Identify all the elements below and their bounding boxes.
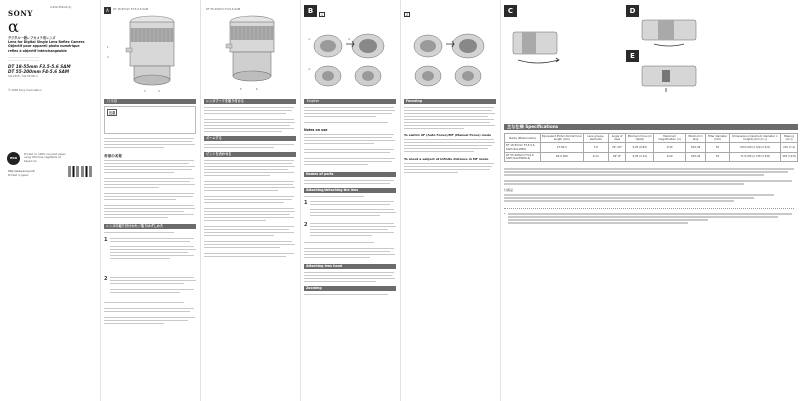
specs-cell: f/22-36 xyxy=(686,143,706,152)
specs-col-header: Maximum magnification (×) xyxy=(654,134,686,143)
hood-heading-en xyxy=(304,264,396,269)
specs-col-header: Minimum f-stop xyxy=(686,134,706,143)
brand-logo: SONY xyxy=(8,9,33,18)
specs-col-header: Name (Model name) xyxy=(505,134,541,143)
callout: 4 xyxy=(158,90,160,93)
specs-cell: 29°-8° xyxy=(608,152,626,161)
japanese-col-2 xyxy=(200,0,300,401)
specs-cell: 0.34 xyxy=(654,143,686,152)
section-zoom-heading xyxy=(204,136,296,141)
title-line: reflex à objectif interchangeable xyxy=(8,48,67,53)
eco-text: Printed on 100% recycled paper using VOC-free vegetable oil based ink. xyxy=(24,153,66,163)
step-number: 2 xyxy=(304,222,308,228)
callout: 5 xyxy=(240,88,242,91)
specs-table xyxy=(504,133,798,162)
accessories-label: 付属品 xyxy=(504,188,514,193)
specs-cell: 27-82.5 xyxy=(541,143,584,152)
printed-in: Printed in Japan xyxy=(8,174,29,177)
step-number: 2 xyxy=(104,276,108,282)
notes-heading: Notes on use xyxy=(304,128,328,132)
sub-label: ③ xyxy=(308,68,311,71)
specs-header-row xyxy=(505,134,798,143)
parts-heading-en xyxy=(304,172,396,177)
hood-heading-en-title: Attaching lens hood xyxy=(306,264,343,268)
product-title-block xyxy=(8,36,96,53)
model-block xyxy=(8,64,98,78)
eco-badge: eco xyxy=(7,152,20,165)
title-line: Objectif pour appareil photo numérique xyxy=(8,44,80,49)
section-attach-heading xyxy=(104,224,196,229)
specs-col-header: Mass (g (oz.)) xyxy=(781,134,798,143)
specs-cell: 0.29 xyxy=(654,152,686,161)
hood-storage-illustration xyxy=(406,22,496,92)
specs-cell: 305 (10.8) xyxy=(781,152,798,161)
specs-cell: 0.25 (0.83) xyxy=(626,143,654,152)
specs-col-header: Angle of view xyxy=(608,134,626,143)
specs-cell: 0.95 (3.12) xyxy=(626,152,654,161)
caution-label: 注意 xyxy=(109,111,116,115)
specs-col-header: Minimum focus (m (feet)) xyxy=(627,135,652,142)
af-mf-heading: To switch AF (Auto Focus)/MF (Manual Focus) mode xyxy=(404,133,491,137)
hood-illustration xyxy=(306,22,396,92)
dotted-divider xyxy=(504,208,794,209)
lens-b-label: DT 55-200mm F4-5.6 SAM xyxy=(206,8,241,11)
attach-heading-en-title: Attaching/detaching the lens xyxy=(306,188,359,192)
focus-heading-en-title: Focusing xyxy=(406,99,422,103)
footnote-mark: * xyxy=(504,212,506,217)
lens-a-label: DT 18-55mm F3.5-5.6 SAM xyxy=(113,8,149,11)
table-row xyxy=(505,143,798,152)
zoom-heading-en-title: Zooming xyxy=(306,286,322,290)
specs-cell: 9-13 xyxy=(583,152,608,161)
specs-col-header: Equivalent 35mm-format focal length (mm) xyxy=(542,135,582,142)
english-col-2 xyxy=(400,0,500,401)
title-line: デジタル一眼レフカメラ用レンズ xyxy=(8,36,56,40)
table-row xyxy=(505,152,798,161)
zoom-illustration xyxy=(508,24,568,64)
panel-b-sub1-label: 1 xyxy=(320,13,324,17)
specs-cell: 76°-29° xyxy=(608,143,626,152)
section-hood-heading xyxy=(204,99,296,104)
panel-b-sub2 xyxy=(404,12,410,17)
alpha-logo: α xyxy=(8,17,19,36)
website-url[interactable]: http://www.sony.net/ xyxy=(8,170,35,173)
step-number: 1 xyxy=(304,200,308,206)
panel-c-tab: C xyxy=(504,5,517,17)
lang-tab-ja: 日本語 xyxy=(104,99,196,104)
specs-heading: 主な仕様 Specifications xyxy=(504,124,798,130)
section-zoom-title: ズームする xyxy=(206,136,222,140)
specs-cell: 55 xyxy=(706,143,730,152)
panel-b-sub1 xyxy=(319,12,325,17)
panel-d-tab: D xyxy=(626,5,639,17)
section-focus-title: ピントを合わせる xyxy=(206,152,232,156)
panel-b-tab: B xyxy=(304,5,317,17)
barcode xyxy=(68,166,94,177)
section-focus-heading xyxy=(204,152,296,157)
callout: 3 xyxy=(144,90,146,93)
af-mf-switch-illustration xyxy=(634,60,704,94)
specs-cell: 210 (7.4) xyxy=(781,143,798,152)
doc-code: 4-452-459-01(1) xyxy=(50,6,72,9)
panel-e-tab: E xyxy=(626,50,639,62)
callout: 2 xyxy=(107,56,109,59)
parts-heading-en-title: Names of parts xyxy=(306,172,334,176)
specs-cell: 82.5-300 xyxy=(541,152,584,161)
focus-ring-illustration xyxy=(634,14,704,48)
cover-panel xyxy=(0,0,100,401)
step-number: 1 xyxy=(104,237,108,243)
specs-cell: DT 18-55mm F3.5-5.6 SAM (SAL1855) xyxy=(505,143,541,152)
lang-tab-en: English xyxy=(304,99,396,104)
english-col-1 xyxy=(300,0,400,401)
attach-heading-en xyxy=(304,188,396,193)
model-name: DT 18-55mm F3.5-5.6 SAM xyxy=(8,64,71,69)
panel-letter-a: A xyxy=(104,7,111,14)
lens-a-illustration xyxy=(112,14,192,98)
specs-cell: 55 xyxy=(706,152,730,161)
cover-fine-print: ──────────────────── ──────────────────── xyxy=(8,56,40,63)
title-line: Lens for Digital Single Lens Reflex Camera xyxy=(8,40,85,45)
model-name: DT 55-200mm F4-5.6 SAM xyxy=(8,69,70,75)
section-hood-title: レンズフードを取り付ける xyxy=(206,99,244,103)
focus-heading-en xyxy=(404,99,496,104)
lens-b-illustration xyxy=(212,14,292,98)
specs-cell: 69.5×69 (2 3/4×2 3/4) xyxy=(730,143,781,152)
callout: 6 xyxy=(256,88,258,91)
callout: 1 xyxy=(107,46,109,49)
panel-b-sub2-label: 2 xyxy=(405,13,409,17)
specs-cell: f/32-45 xyxy=(686,152,706,161)
specs-cell: 7-8 xyxy=(583,143,608,152)
sub-label: ① xyxy=(308,38,311,41)
section-parts-heading: 各部の名称 xyxy=(104,154,122,158)
copyright: © 2009 Sony Corporation xyxy=(8,89,42,92)
specs-cell: 71.5×85 (2 7/8×3 3/8) xyxy=(730,152,781,161)
specs-col-header: Dimensions (maximum diameter × height) (mm (in.)) xyxy=(730,134,781,143)
specs-col-header: Filter diameter (mm) xyxy=(706,134,730,143)
section-attach-title: レンズの取り付けかた／取りはずしかた xyxy=(106,224,164,228)
specs-col-header: Lens groups-elements xyxy=(583,134,608,143)
specs-notes xyxy=(504,168,798,228)
model-number: SAL1855 / SAL55200-2 xyxy=(8,74,38,78)
caution-box xyxy=(104,106,196,134)
specs-cell: DT 55-200mm F4-5.6 SAM (SAL55200-2) xyxy=(505,152,541,161)
specs-section xyxy=(504,124,798,228)
zoom-heading-en xyxy=(304,286,396,291)
japanese-col-1 xyxy=(100,0,200,401)
infinity-heading: To shoot a subject at infinite distance in MF mode xyxy=(404,157,489,161)
sub-label: ② xyxy=(348,38,351,41)
